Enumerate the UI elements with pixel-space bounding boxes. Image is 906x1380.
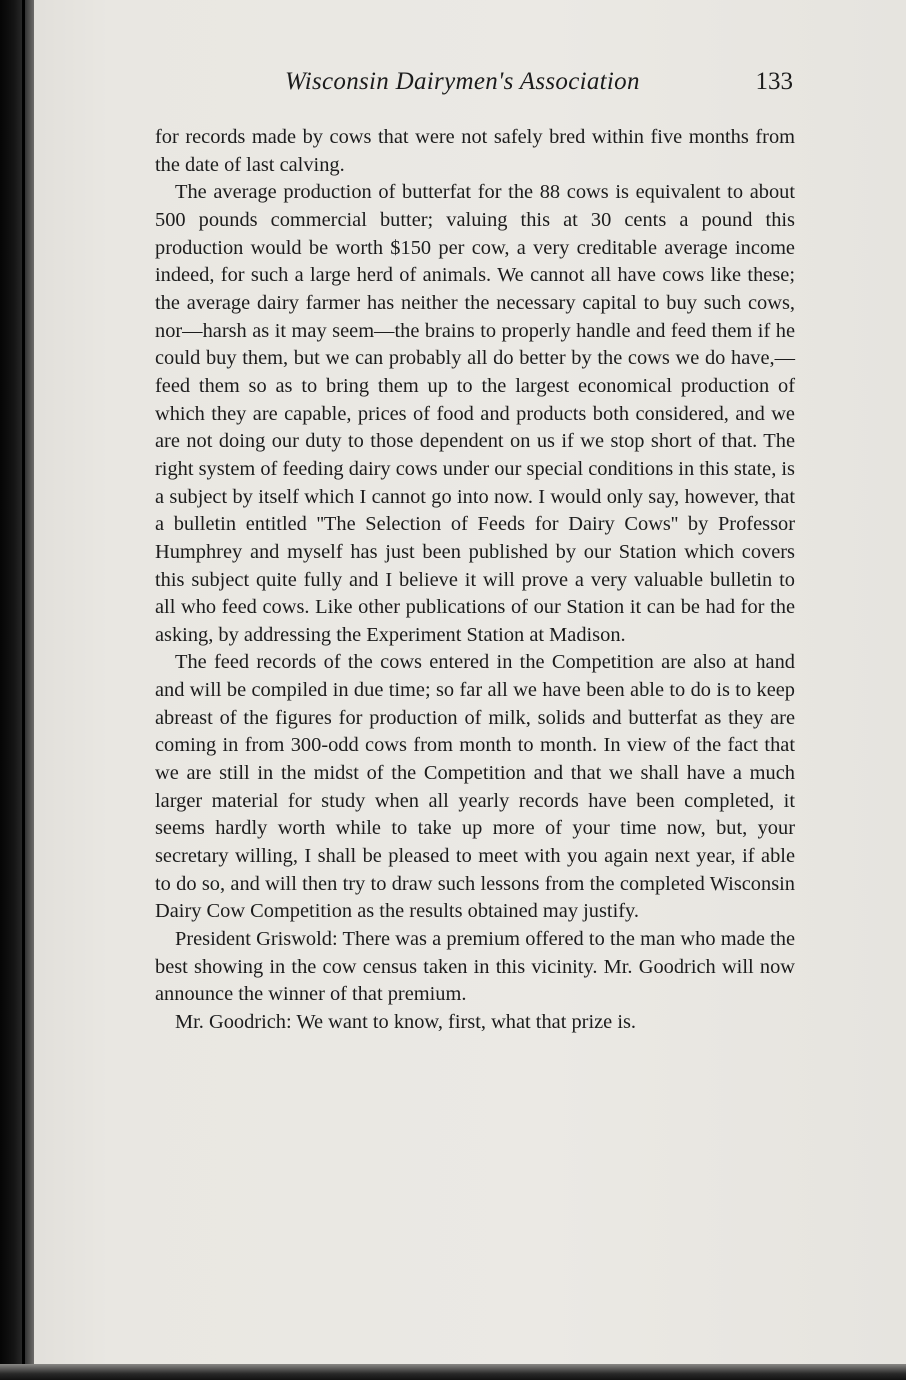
running-title: Wisconsin Dairymen's Association (285, 68, 640, 95)
paragraph-president-griswold: President Griswold: There was a premium offered to the man who made the best showing in the cow census taken in this vicinity. Mr. Goodrich will now announce the winner of that premium. (155, 928, 795, 1006)
page-bottom-edge (0, 1364, 906, 1380)
paragraph-butterfat-production: The average production of butterfat for the 88 cows is equivalent to about 500 pounds commercial butter; valuing this at 30 cents a pound this production would be worth $150 per cow, a very creditable average income indeed, for such a large herd of animals. We cannot all have cows like these; the average dairy farmer has neither the necessary capital to buy such cows, nor—harsh as it may seem—the brains to properly handle and feed them if he could buy them, but we can probably all do better by the cows we do have,—feed them so as to bring them up to the largest economical production of which they are capable, prices of food and products both considered, and we are not doing our duty to those dependent on us if we stop short of that. The right system of feeding dairy cows under our special conditions in this state, is a subject by itself which I cannot go into now. I would only say, however, that a bulletin entitled ''The Selection of Feeds for Dairy Cows'' by Professor Humphrey and myself has just been published by our Station which covers this subject quite fully and I believe it will prove a very valuable bulletin to all who feed cows. Like other publications of our Station it can be had for the asking, by addressing the Experiment Station at Madison. (155, 181, 795, 646)
page-number: 133 (755, 68, 793, 95)
page-header (155, 68, 795, 102)
binding-edge (22, 0, 25, 1380)
paragraph-continuation: for records made by cows that were not safely bred within five months from the date of last calving. (155, 126, 795, 176)
paragraph-feed-records: The feed records of the cows entered in the Competition are also at hand and will be compiled in due time; so far all we have been able to do is to keep abreast of the figures for production of milk, solids and butterfat as they are coming in from 300-odd cows from month to month. In view of the fact that we are still in the midst of the Competition and that we shall have a much larger material for study when all yearly records have been completed, it seems hardly worth while to take up more of your time now, but, your secretary willing, I shall be pleased to meet with you again next year, if able to do so, and will then try to draw such lessons from the completed Wisconsin Dairy Cow Competition as the results obtained may justify. (155, 651, 795, 923)
paragraph-mr-goodrich: Mr. Goodrich: We want to know, first, what that prize is. (175, 1011, 637, 1033)
book-spine-shadow (0, 0, 34, 1380)
body-text (155, 124, 795, 1037)
